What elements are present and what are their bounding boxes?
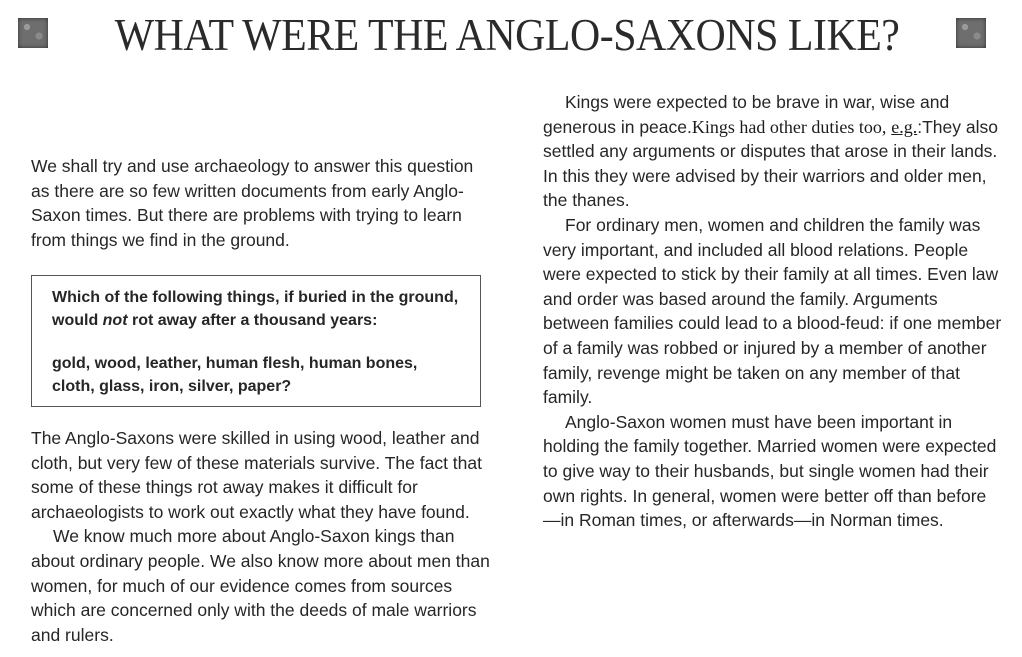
- intro-paragraph: We shall try and use archaeology to answer this question as there are so few written documents from early Anglo-Saxon times. But there are problems with trying to learn from things we find in the ground.: [31, 156, 474, 250]
- question-box: [31, 275, 481, 407]
- skilled-paragraph: The Anglo-Saxons were skilled in using wood, leather and cloth, but very few of these materials survive. The fact that some of these things rot away makes it difficult for archaeologists to work out exactly what they have found.: [31, 428, 482, 522]
- women-paragraph: Anglo-Saxon women must have been important in holding the family together. Married women were expected to give way to their husbands, but single women had their own rights. In general, women were better off than before—in Roman times, or afterwards—in Norman times.: [543, 411, 997, 531]
- question-emphasis: not: [102, 312, 128, 329]
- kings-paragraph: [543, 90, 1003, 213]
- kings-text: Kings were expected to be brave in war, wise and generous in peace.: [543, 92, 950, 137]
- question-text-part: rot away after a thousand years:: [127, 312, 378, 329]
- decorative-square-icon: [956, 18, 986, 48]
- question-items: gold, wood, leather, human flesh, human bones, cloth, glass, iron, silver, paper?: [52, 355, 418, 395]
- page-title: WHAT WERE THE ANGLO-SAXONS LIKE?: [114, 10, 900, 60]
- kings-knowledge-paragraph: We know much more about Anglo-Saxon kings than about ordinary people. We also know more about men than women, for much of our evidence comes from sources which are concerned only with the deeds of male warriors and rulers.: [31, 526, 490, 645]
- page-header: [0, 4, 1022, 66]
- family-paragraph: For ordinary men, women and children the family was very important, and included all blood relations. People were expected to stick by their family at all times. Even law and order was based around the family. Arguments between families could lead to a blood-feud: if one member of a family was robbed or injured by a member of another family, revenge might be taken on any member of that family.: [543, 214, 1002, 408]
- left-column-body: [31, 426, 496, 647]
- decorative-square-icon: [18, 18, 48, 48]
- handwritten-note: Kings had other duties too,: [691, 116, 887, 137]
- handwritten-eg: e.g.: [891, 116, 918, 137]
- question-text-part: Which of the following things, if buried in the ground, would: [52, 289, 459, 329]
- question-text: [52, 286, 460, 332]
- kings-text-continued: :They also settled any arguments or disputes that arose in their lands. In this they were advised by their warriors and older men, the thanes.: [543, 116, 998, 211]
- right-column: [543, 90, 1003, 533]
- left-column-intro: [31, 154, 496, 252]
